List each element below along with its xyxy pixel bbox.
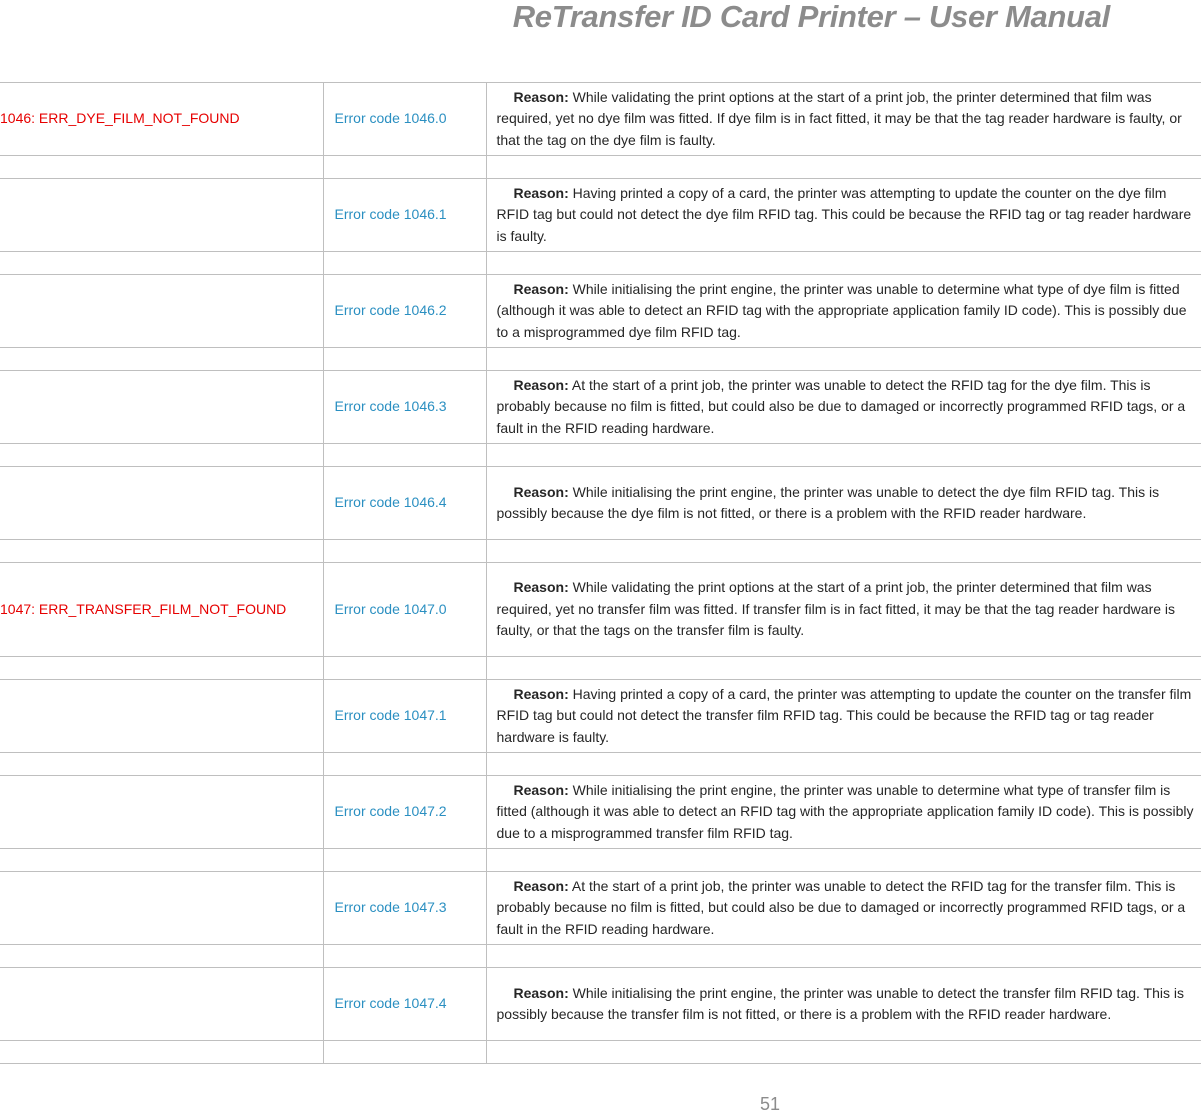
- page-number: 51: [760, 1094, 781, 1114]
- spacer-cell: [323, 252, 486, 275]
- spacer-row: [0, 444, 1201, 467]
- table-row: [0, 563, 1201, 657]
- error-name-cell: 1047: ERR_TRANSFER_FILM_NOT_FOUND: [0, 563, 323, 657]
- table-row: [0, 680, 1201, 753]
- error-name-cell: [0, 680, 323, 753]
- reason-label: Reason:: [513, 685, 569, 702]
- reason-text: At the start of a print job, the printer was unable to detect the RFID tag for the transfer film. This is probably because no film is fitted, but could also be due to damaged or incorrectly programmed RFID tags, or a fault in the RFID reading hardware.: [496, 877, 1186, 937]
- spacer-cell: [486, 1041, 1201, 1064]
- reason-label: Reason:: [513, 88, 569, 105]
- spacer-cell: [0, 252, 323, 275]
- spacer-cell: [323, 156, 486, 179]
- reason-text: Having printed a copy of a card, the printer was attempting to update the counter on the dye film RFID tag but could not detect the dye film RFID tag. This could be because the RFID tag or tag reader hardware is faulty.: [496, 184, 1192, 244]
- error-name-cell: [0, 275, 323, 348]
- error-code-cell: Error code 1046.3: [323, 371, 486, 444]
- spacer-row: [0, 753, 1201, 776]
- error-table-body: [0, 83, 1201, 1064]
- spacer-cell: [323, 444, 486, 467]
- reason-text: While validating the print options at the start of a print job, the printer determined that film was required, yet no dye film was fitted. If dye film is in fact fitted, it may be that the tag reader hardware is faulty, or that the tag on the dye film is faulty.: [496, 88, 1182, 148]
- spacer-cell: [323, 657, 486, 680]
- spacer-cell: [323, 1041, 486, 1064]
- reason-text: While initialising the print engine, the printer was unable to detect the dye film RFID tag. This is possibly because the dye film is not fitted, or there is a problem with the RFID reader hardware.: [496, 483, 1160, 521]
- table-row: [0, 872, 1201, 945]
- spacer-cell: [323, 540, 486, 563]
- table-row: [0, 179, 1201, 252]
- spacer-cell: [486, 753, 1201, 776]
- spacer-cell: [0, 348, 323, 371]
- reason-cell: [486, 968, 1201, 1041]
- spacer-cell: [0, 753, 323, 776]
- spacer-cell: [486, 540, 1201, 563]
- error-code-cell: Error code 1047.2: [323, 776, 486, 849]
- table-row: [0, 467, 1201, 540]
- spacer-cell: [486, 849, 1201, 872]
- spacer-cell: [0, 156, 323, 179]
- spacer-row: [0, 252, 1201, 275]
- reason-cell: [486, 563, 1201, 657]
- reason-cell: [486, 776, 1201, 849]
- spacer-cell: [323, 945, 486, 968]
- reason-cell: [486, 179, 1201, 252]
- table-row: [0, 275, 1201, 348]
- error-code-cell: Error code 1047.1: [323, 680, 486, 753]
- reason-text: At the start of a print job, the printer was unable to detect the RFID tag for the dye film. This is probably because no film is fitted, but could also be due to damaged or incorrectly programmed RFID tags, or a fault in the RFID reading hardware.: [496, 376, 1186, 436]
- spacer-row: [0, 945, 1201, 968]
- reason-label: Reason:: [513, 184, 569, 201]
- error-code-table: [0, 82, 1201, 1064]
- reason-text: While initialising the print engine, the printer was unable to determine what type of dye film is fitted (although it was able to detect an RFID tag with the appropriate application family ID code). This is possibly due to a misprogrammed dye film RFID tag.: [496, 280, 1187, 340]
- reason-label: Reason:: [513, 984, 569, 1001]
- error-name-cell: [0, 467, 323, 540]
- reason-label: Reason:: [513, 579, 569, 596]
- spacer-row: [0, 1041, 1201, 1064]
- error-code-cell: Error code 1047.4: [323, 968, 486, 1041]
- spacer-cell: [0, 657, 323, 680]
- reason-cell: [486, 275, 1201, 348]
- reason-label: Reason:: [513, 877, 569, 894]
- spacer-cell: [0, 540, 323, 563]
- error-name-cell: [0, 776, 323, 849]
- reason-cell: [486, 467, 1201, 540]
- spacer-cell: [323, 753, 486, 776]
- spacer-cell: [0, 444, 323, 467]
- spacer-cell: [486, 348, 1201, 371]
- reason-cell: [486, 83, 1201, 156]
- reason-text: While initialising the print engine, the printer was unable to determine what type of transfer film is fitted (although it was able to detect an RFID tag with the appropriate application family ID code). This is possibly due to a misprogrammed transfer film RFID tag.: [496, 781, 1194, 841]
- table-row: [0, 83, 1201, 156]
- table-row: [0, 371, 1201, 444]
- reason-text: While initialising the print engine, the printer was unable to detect the transfer film RFID tag. This is possibly because the transfer film is not fitted, or there is a problem with the RFID reader hardware.: [496, 984, 1184, 1022]
- error-name-cell: [0, 872, 323, 945]
- spacer-cell: [486, 252, 1201, 275]
- spacer-row: [0, 156, 1201, 179]
- error-code-cell: Error code 1047.3: [323, 872, 486, 945]
- spacer-cell: [486, 156, 1201, 179]
- spacer-cell: [0, 945, 323, 968]
- error-code-cell: Error code 1046.2: [323, 275, 486, 348]
- reason-cell: [486, 371, 1201, 444]
- error-name-cell: [0, 371, 323, 444]
- error-code-cell: Error code 1046.0: [323, 83, 486, 156]
- reason-label: Reason:: [513, 280, 569, 297]
- error-code-cell: Error code 1046.4: [323, 467, 486, 540]
- spacer-cell: [486, 945, 1201, 968]
- table-row: [0, 968, 1201, 1041]
- spacer-row: [0, 657, 1201, 680]
- reason-label: Reason:: [513, 376, 569, 393]
- error-code-cell: Error code 1046.1: [323, 179, 486, 252]
- spacer-cell: [0, 1041, 323, 1064]
- reason-text: Having printed a copy of a card, the printer was attempting to update the counter on the transfer film RFID tag but could not detect the transfer film RFID tag. This could be because the RFID tag or tag reader hardware is faulty.: [496, 685, 1192, 745]
- reason-label: Reason:: [513, 781, 569, 798]
- reason-cell: [486, 680, 1201, 753]
- reason-label: Reason:: [513, 483, 569, 500]
- error-name-cell: [0, 968, 323, 1041]
- page-header-title: ReTransfer ID Card Printer – User Manual: [512, 0, 1110, 34]
- spacer-row: [0, 348, 1201, 371]
- spacer-cell: [323, 348, 486, 371]
- reason-text: While validating the print options at the start of a print job, the printer determined that film was required, yet no transfer film was fitted. If transfer film is in fact fitted, it may be that the tag reader hardware is faulty, or that the tags on the transfer film is faulty.: [496, 579, 1176, 639]
- error-name-cell: 1046: ERR_DYE_FILM_NOT_FOUND: [0, 83, 323, 156]
- error-code-cell: Error code 1047.0: [323, 563, 486, 657]
- spacer-cell: [486, 444, 1201, 467]
- reason-cell: [486, 872, 1201, 945]
- spacer-row: [0, 540, 1201, 563]
- spacer-cell: [0, 849, 323, 872]
- spacer-row: [0, 849, 1201, 872]
- spacer-cell: [323, 849, 486, 872]
- error-name-cell: [0, 179, 323, 252]
- table-row: [0, 776, 1201, 849]
- spacer-cell: [486, 657, 1201, 680]
